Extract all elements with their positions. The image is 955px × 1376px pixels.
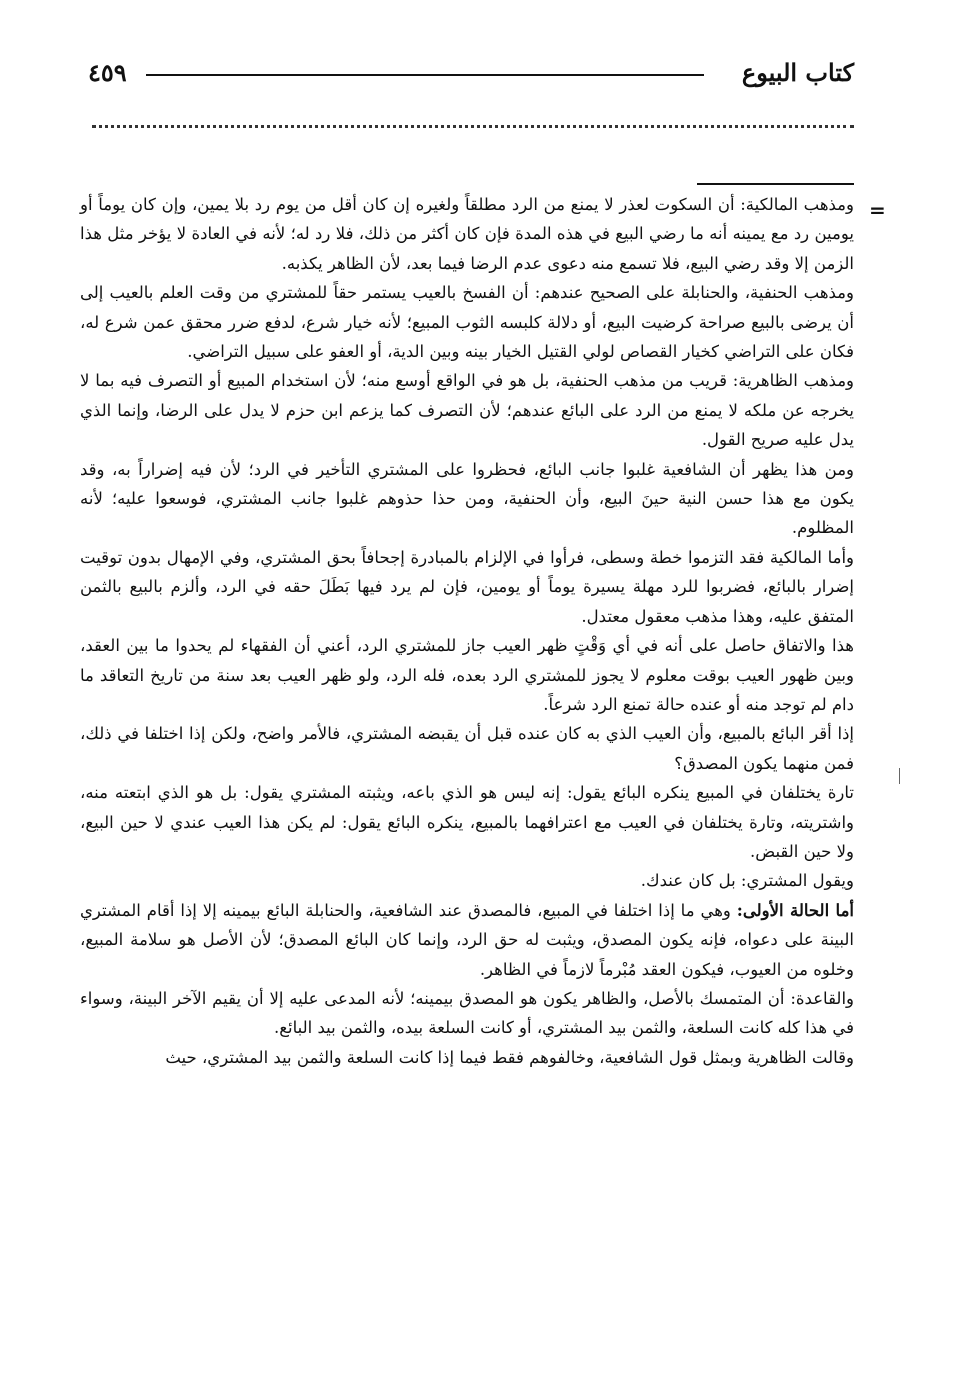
paragraph-text: وأما المالكية فقد التزموا خطة وسطى، فرأوا في الإلزام بالمبادرة إجحافاً بحق المشتري، وفي الإمهال بدون توقيت إضرار بالبائع، فضربوا للرد مهلة يسيرة يوماً أو يومين، فإن لم يرد فيها بَطَلَ حقه في الرد، وألزم بالبيع بالثمن المتفق عليه، وهذا مذهب معقول معتدل. [80,547,854,626]
header-rule [146,74,704,76]
paragraph [80,455,854,543]
paragraph-text: وقالت الظاهرية وبمثل قول الشافعية، وخالفوهم فقط فيما إذا كانت السلعة والثمن بيد المشتري، حيث [165,1047,854,1067]
page-number: ٤٥٩ [88,58,127,87]
paragraph-text: ومذهب الظاهرية: قريب من مذهب الحنفية، بل هو في الواقع أوسع منه؛ لأن استخدام المبيع أو التصرف فيه بما لا يخرجه عن ملكه لا يمنع من الرد على البائع عندهم؛ لأن التصرف كما يزعم ابن حزم لا يدل على الرضا، وإنما الذي يدل عليه صريح القول. [80,371,854,450]
paragraph [80,543,854,631]
paragraph-text: إذا أقر البائع بالمبيع، وأن العيب الذي به كان عنده قبل أن يقبضه المشتري، فالأمر واضح، ولكن إذا اختلفا في ذلك، فمن منهما يكون المصدق؟ [80,724,854,773]
paragraph [80,896,854,984]
footnote-rule [697,183,854,185]
paragraph-text: ومذهب المالكية: أن السكوت لعذر لا يمنع من الرد مطلقاً ولغيره إن كان أقل من يوم رد بلا يمين، وإن كان يوماً أو يومين رد مع يمينه أنه ما رضي البيع في هذه المدة فإن كان أكثر من ذلك، فلا رد له؛ لأنه في العادة لا يؤخر مثل هذا الزمن إلا وقد رضي البيع، فلا تسمع منه دعوى عدم الرضا فيما بعد، لأن الظاهر يكذبه. [80,195,854,273]
paragraph-text: هذا والاتفاق حاصل على أنه في أي وَقْتٍ ظهر العيب جاز للمشتري الرد، أعني أن الفقهاء لم يحدوا ما بين العقد، وبين ظهور العيب بوقت معلوم لا يجوز للمشتري الرد بعده، فله الرد، ولو ظهر العيب بعد سنة من تاريخ التعاقد ما دام لم توجد منه أو عنده حالة تمنع الرد شرعاً. [80,636,854,714]
continuation-mark: = [869,198,886,222]
paragraph-text: ومذهب الحنفية، والحنابلة على الصحيح عندهم: أن الفسخ بالعيب يستمر حقاً للمشتري من وقت العلم بالعيب إلى أن يرضى بالبيع صراحة كرضيت البيع، أو دلالة كلبسه الثوب المبيع؛ لأنه خيار شرع، لدفع ضرر محقق عمن شرع له، فكان على التراضي كخيار القصاص لولي القتيل الخيار بينه وبين الدية، أو العفو على سبيل التراضي. [80,283,854,362]
paragraph [80,719,854,778]
paragraph-text: وهي ما إذا اختلفا في المبيع، فالمصدق عند الشافعية، والحنابلة البائع بيمينه إلا إذا أقام المشتري البينة على دعواه، فإنه يكون المصدق، ويثبت له حق الرد، وإنما كان البائع المصدق؛ لأن الأصل هو سلامة المبيع، وخلوه من العيوب، فيكون العقد مُبْرماً لازماً في الظاهر. [80,900,854,979]
paragraph [80,1043,854,1072]
paragraph [80,778,854,866]
body-text [80,190,854,1072]
paragraph [80,866,854,895]
book-title: كتاب البيوع [741,58,854,87]
paragraph-text: ويقول المشتري: بل كان عندك. [640,871,854,891]
page-header [88,58,854,94]
paragraph-lead: أما الحالة الأولى: [736,900,854,920]
dotted-separator [92,125,854,128]
paragraph-text: ومن هذا يظهر أن الشافعية غلبوا جانب البائع، فحظروا على المشتري التأخير في الرد؛ لأن فيه إضراراً به، وقد يكون مع هذا حسن النية حينَ البيع، وأن الحنفية، ومن حذا حذوهم غلبوا جانب المشتري، فوسعوا عليه؛ لأنه المظلوم. [80,459,854,538]
paragraph [80,631,854,719]
paragraph-text: تارة يختلفان في المبيع ينكره البائع يقول: إنه ليس هو الذي باعه، ويثبته المشتري يقول: بل هو الذي ابتعته منه، واشتريته، وتارة يختلفان في العيب مع اعترافهما بالمبيع، ينكره البائع يقول: لم يكن هذا العيب عندي لا حين البيع، ولا حين القبض. [80,783,854,861]
paragraph-text: والقاعدة: أن المتمسك بالأصل، والظاهر يكون هو المصدق بيمينه؛ لأنه المدعى عليه إلا أن يقيم الآخر البينة، وسواء في هذا كله كانت السلعة، والثمن بيد المشتري، أو كانت السلعة بيده، والثمن بيد البائع. [80,988,854,1038]
paragraph [80,984,854,1043]
paragraph [80,278,854,366]
paragraph [80,366,854,454]
paragraph [80,190,854,278]
margin-mark [899,768,900,784]
